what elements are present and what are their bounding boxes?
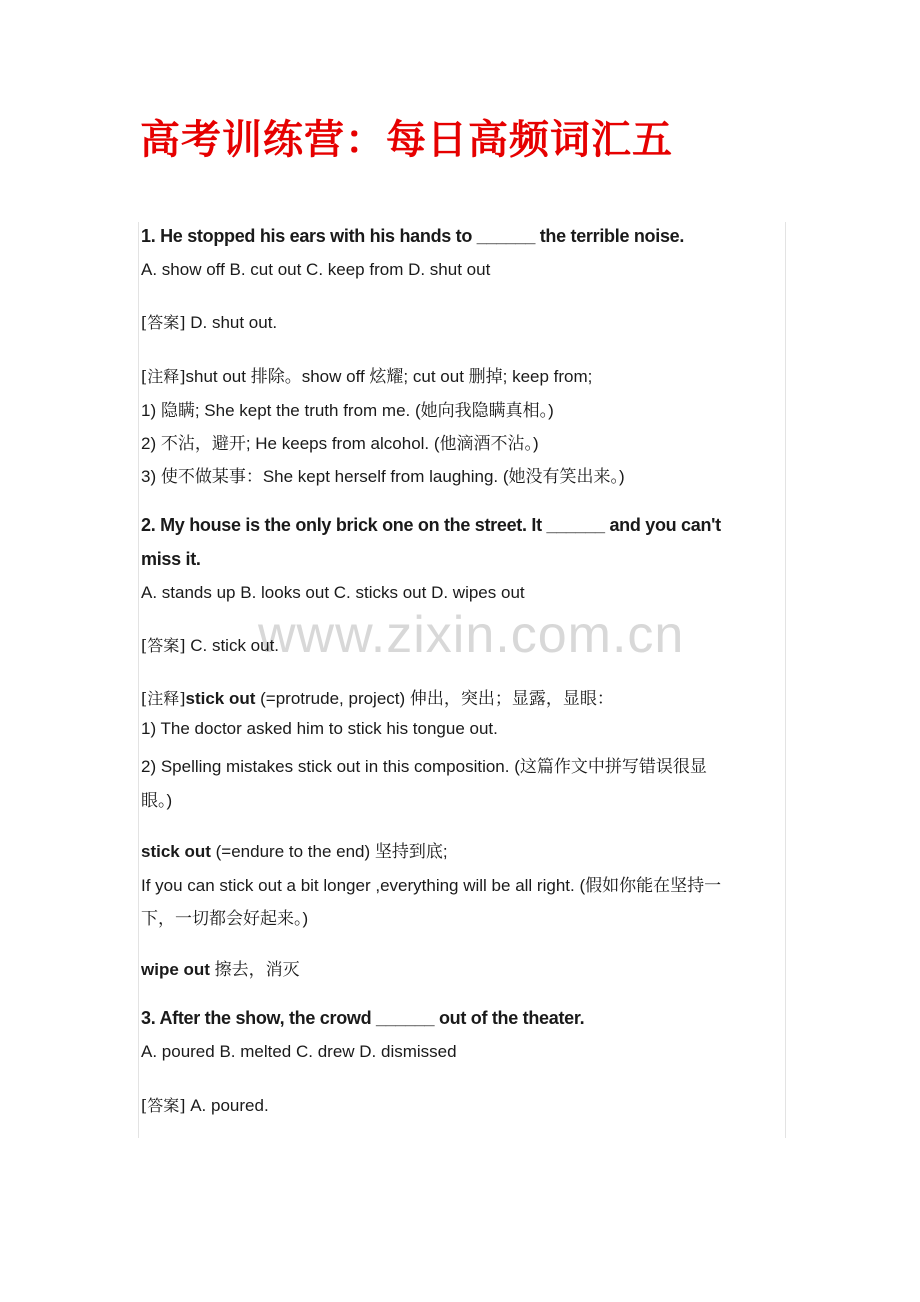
question-3-options: A. poured B. melted C. drew D. dismissed xyxy=(141,1042,457,1061)
answer-tag: [答案] xyxy=(141,313,186,332)
question-1: 1. He stopped his ears with his hands to ______ the terrible noise. xyxy=(141,226,685,246)
page-title: 高考训练营：每日高频词汇五 xyxy=(140,116,673,163)
note-term: stick out xyxy=(185,689,256,708)
question-1-answer xyxy=(141,310,277,333)
term-text: (=endure to the end) 坚持到底; xyxy=(210,842,448,861)
note-example-2-line-1: 2) Spelling mistakes stick out in this composition. (这篇作文中拼写错误很显 xyxy=(141,757,707,776)
term-example-line-1: If you can stick out a bit longer ,everything will be all right. (假如你能在坚持一 xyxy=(141,876,722,895)
watermark: www.zixin.com.cn xyxy=(258,606,685,664)
question-2-options: A. stands up B. looks out C. sticks out D. wipes out xyxy=(141,583,525,602)
question-3: 3. After the show, the crowd ______ out of the theater. xyxy=(141,1008,585,1028)
question-2-line-2: miss it. xyxy=(141,549,201,569)
question-2-note xyxy=(141,684,614,709)
note-example-2: 2) 不沾，避开; He keeps from alcohol. (他滴酒不沾。) xyxy=(141,434,539,453)
term-label: stick out xyxy=(141,842,211,861)
note-tag: [注释] xyxy=(141,689,186,708)
question-1-options: A. show off B. cut out C. keep from D. shut out xyxy=(141,260,491,279)
question-3-answer xyxy=(141,1093,269,1116)
note-example-1: 1) The doctor asked him to stick his tongue out. xyxy=(141,719,498,738)
answer-text: D. shut out. xyxy=(185,313,278,332)
term-label: wipe out xyxy=(141,960,210,979)
note-example-2-line-2: 眼。) xyxy=(141,791,173,810)
question-2-answer xyxy=(141,633,279,656)
question-1-note xyxy=(141,362,592,387)
content-area xyxy=(138,222,786,1138)
note-example-3: 3) 使不做某事：She kept herself from laughing. (她没有笑出来。) xyxy=(141,467,625,486)
question-2-line-1: 2. My house is the only brick one on the street. It ______ and you can't xyxy=(141,515,721,535)
note-example-1: 1) 隐瞒; She kept the truth from me. (她向我隐瞒真相。) xyxy=(141,401,554,420)
answer-tag: [答案] xyxy=(141,636,186,655)
answer-text: C. stick out. xyxy=(185,636,280,655)
note-text: shut out 排除。show off 炫耀; cut out 删掉; keep from; xyxy=(185,367,593,386)
answer-text: A. poured. xyxy=(185,1096,269,1115)
note-text: (=protrude, project) 伸出，突出；显露，显眼： xyxy=(255,689,614,708)
term-text: 擦去，消灭 xyxy=(209,960,300,979)
term-example-line-2: 下，一切都会好起来。) xyxy=(141,909,309,928)
answer-tag: [答案] xyxy=(141,1096,186,1115)
term-stick-out xyxy=(141,837,448,862)
note-tag: [注释] xyxy=(141,367,186,386)
term-wipe-out xyxy=(141,955,300,980)
